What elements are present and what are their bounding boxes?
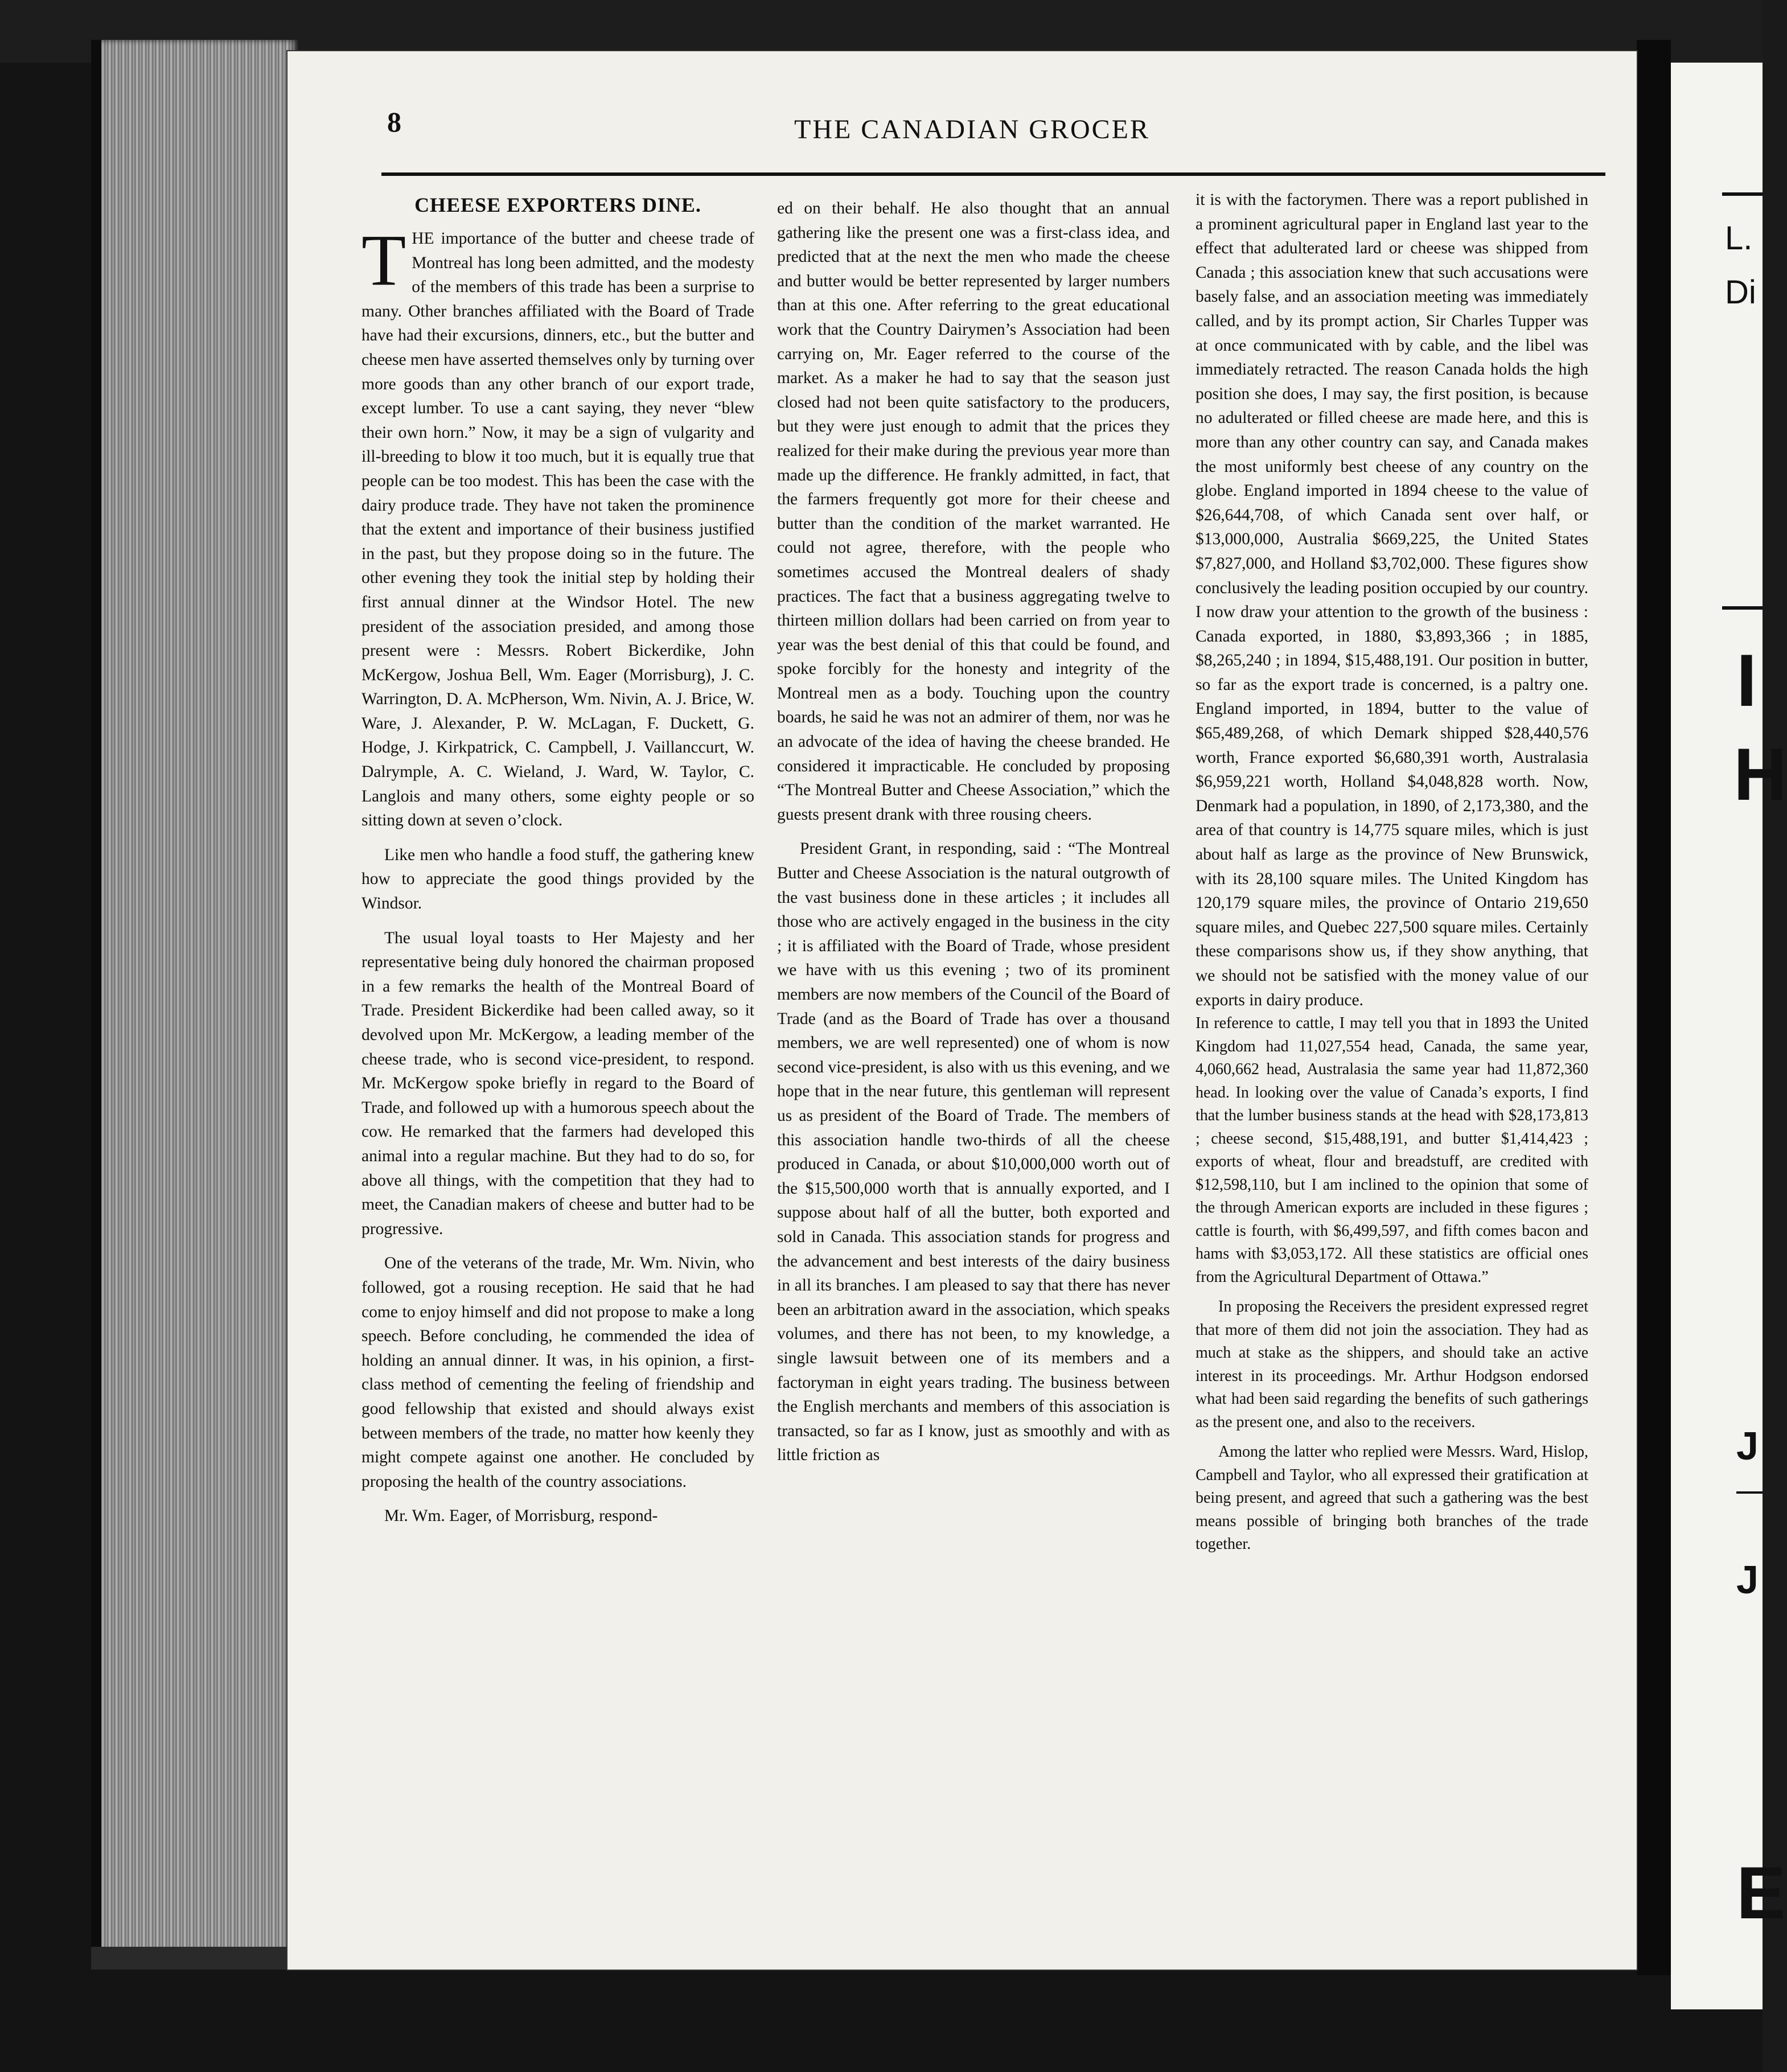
article-paragraph: The usual loyal toasts to Her Majesty and her representative being duly honored the chairman proposed in a few remarks the health of the Montreal Board of Trade. President Bickerdike had been called away, so it devolved upon Mr. McKergow, a leading member of the cheese trade, who is second vice-president, to respond. Mr. McKergow spoke briefly in regard to the Board of Trade, and followed up with a humorous speech about the cow. He remarked that the farmers had developed this animal into a regular machine. But they had to do so, for above all things, with the competition that they had to meet, the Canadian makers of cheese and butter had to be progressive. [361, 928, 754, 1238]
article-paragraph: In reference to cattle, I may tell you that in 1893 the United Kingdom had 11,027,554 head, Canada, the same year, 4,060,662 head, Australasia the same year had 11,872,360 head. In looking over the value of Canada’s exports, I find that the lumber business stands at the head with $28,173,813 ; cheese second, $15,488,191, and butter $1,414,423 ; exports of wheat, flour and breadstuff, are credited with $12,598,110, but I am inclined to the opinion that some of the through American exports are included in these figures ; cattle is fourth, with $6,499,597, and fifth comes bacon and hams with $3,053,172. All these statistics are official ones from the Agricultural Department of Ottawa.” [1196, 1014, 1588, 1286]
facing-page-fragment: H [1733, 733, 1787, 816]
drop-cap: T [361, 220, 406, 301]
page-number: 8 [387, 106, 401, 138]
facing-page-fragment: J [1736, 1557, 1759, 1602]
facing-page-rule [1722, 606, 1763, 610]
facing-page-fragment: Di [1725, 274, 1756, 311]
book-gutter [1637, 40, 1671, 1975]
article-paragraph [361, 220, 754, 833]
article-headline: CHEESE EXPORTERS DINE. [414, 194, 701, 216]
article-paragraph: Like men who handle a food stuff, the gathering knew how to appreciate the good things provided by the Windsor. [361, 845, 754, 913]
facing-page-fragment: I [1736, 639, 1757, 722]
column-3 [1196, 188, 1588, 1556]
article-paragraph: One of the veterans of the trade, Mr. Wm. Nivin, who followed, got a rousing reception. He said that he had come to enjoy himself and did not propose to make a long speech. Before concluding, he commended the idea of holding an annual dinner. It was, in his opinion, a first-class method of cementing the feeling of friendship and good fellowship that existed and should always exist between members of the trade, no matter how keenly they might compete against one another. He concluded by proposing the health of the country associations. [361, 1254, 754, 1491]
article-paragraph: it is with the factorymen. There was a report published in a prominent agricultural paper in England last year to the effect that adulterated lard or cheese was shipped from Canada ; this association knew that such accusations were basely false, and an association meeting was immediately called, and by its prompt action, Sir Charles Tupper was at once communicated with by cable, and the libel was immediately retracted. The reason Canada holds the high position she does, I may say, the first position, is because no adulterated or filled cheese are made here, and this is more than any other country can say, and Canada makes the most uniformly best cheese of any country on the globe. England imported in 1894 cheese to the value of $26,644,708, of which Canada sent over half, or $13,000,000, Australia $669,225, the United States $7,827,000, and Holland $3,702,000. These figures show conclusively the leading position occupied by our country. I now draw your attention to the growth of the business : Canada exported, in 1880, $3,893,366 ; in 1885, $8,265,240 ; in 1894, $15,488,191. Our position in butter, so far as the export trade is concerned, is a paltry one. England imported, in 1894, butter to the value of $65,489,268, of which Demark shipped $28,440,576 worth, France exported $6,680,391 worth, Australasia $6,959,221 worth, Holland $4,048,828 worth. Now, Denmark had a population, in 1890, of 2,173,380, and the area of that country is 14,775 square miles, which is just about half as large as the province of New Brunswick, with its 28,100 square miles. The United Kingdom has 120,179 square miles, the province of Ontario 219,650 square miles, and Quebec 227,500 square miles. Certainly these comparisons show us, if they show anything, that we should not be satisfied with the money value of our exports in dairy produce. [1196, 191, 1588, 1009]
column-1 [361, 188, 754, 1528]
column-2 [777, 188, 1170, 1467]
header-rule [381, 172, 1605, 176]
facing-page-fragment: L. [1725, 220, 1753, 257]
facing-page-fragment: E [1736, 1851, 1786, 1934]
running-head: THE CANADIAN GROCER [794, 114, 1150, 145]
newspaper-page [287, 51, 1637, 1970]
article-paragraph: Among the latter who replied were Messrs. Ward, Hislop, Campbell and Taylor, who all expressed their gratification at being present, and agreed that such a gathering was the best means possible of bringing both branches of the trade together. [1196, 1443, 1588, 1553]
article-paragraph: Mr. Wm. Eager, of Morrisburg, respond- [384, 1507, 658, 1526]
article-paragraph: ed on their behalf. He also thought that an annual gathering like the present one was a first-class idea, and predicted that at the next the men who made the cheese and butter would be better represented by larger numbers than at this one. After referring to the great educational work that the Country Dairymen’s Association had been carrying on, Mr. Eager referred to the course of the market. As a maker he had to say that the season just closed had not been quite satisfactory to the producers, but they were just enough to admit that the prices they realized for their make during the previous year more than made up the difference. He frankly admitted, in fact, that the farmers frequently got more for their cheese and butter than the condition of the market warranted. He could not agree, therefore, with the people who sometimes accused the Montreal dealers of shady practices. The fact that a business aggregating twelve to thirteen million dollars had been carried on from year to year was the best denial of this that could be found, and spoke forcibly for the honesty and integrity of the Montreal men as a body. Touching upon the country boards, he said he was not an admirer of them, nor was he an advocate of the idea of having the cheese branded. He considered it impracticable. He concluded by proposing “The Montreal Butter and Cheese Association,” which the guests present drank with three rousing cheers. [777, 199, 1170, 824]
paragraph-text: HE importance of the butter and cheese trade of Montreal has long been admitted, and the modesty of the members of this trade has been a surprise to many. Other branches affiliated with the Board of Trade have had their excursions, dinners, etc., but the butter and cheese men have asserted themselves only by turning over more goods than any other branch of our export trade, except lumber. To use a cant saying, they never “blew their own horn.” Now, it may be a sign of vulgarity and ill-breeding to blow it too much, but it is equally true that people can be too modest. This has been the case with the dairy produce trade. They have not taken the prominence that the extent and importance of their business justified in the past, but they propose doing so in the future. The other evening they took the initial step by holding their first annual dinner at the Windsor Hotel. The new president of the association presided, and among those present were : Messrs. Robert Bickerdike, John McKergow, Joshua Bell, Wm. Eager (Morrisburg), J. C. Warrington, D. A. McPherson, Wm. Nivin, A. J. Brice, W. Ware, J. Alexander, P. W. McLagan, F. Duckett, G. Hodge, J. Kirkpatrick, C. Campbell, J. Vaillanccurt, W. Dalrymple, A. C. Wieland, J. Ward, W. Taylor, C. Langlois and many others, some eighty people or so sitting down at seven o’clock. [361, 229, 754, 830]
facing-page-fragment: J [1736, 1424, 1759, 1468]
column-3-lower [1196, 1012, 1588, 1556]
facing-page [1671, 63, 1787, 2009]
facing-page-rule [1736, 1491, 1763, 1494]
article-paragraph: In proposing the Receivers the president expressed regret that more of them did not join the association. They had as much at stake as the shippers, and should take an active interest in its proceedings. Mr. Arthur Hodgson endorsed what had been said regarding the benefits of such gatherings as the present one, and also to the receivers. [1196, 1298, 1588, 1431]
facing-page-rule [1722, 192, 1763, 196]
book-page-edges [91, 40, 298, 1952]
article-paragraph: President Grant, in responding, said : “The Montreal Butter and Cheese Association is the natural outgrowth of the vast business done in these articles ; it includes all those who are actively engaged in the business in the city ; it is affiliated with the Board of Trade, whose president we have with us this evening ; two of its prominent members are now members of the Council of the Board of Trade (and as the Board of Trade has over a thousand members, we are well represented) one of whom is now second vice-president, is also with us this evening, and we hope that in the near future, this gentleman will represent us as president of the Board of Trade. The members of this association handle two-thirds of all the cheese produced in Canada, or about $10,000,000 worth out of the $15,500,000 worth that is annually exported, and I suppose about half of all the butter, both exported and sold in Canada. This association stands for progress and the advancement and best interests of the dairy business in all its branches. I am pleased to say that there has never been an arbitration award in the association, which speaks volumes, and there has not been, to my knowledge, a single lawsuit between one of its members and a factoryman in eight years trading. The business between the English merchants and members of this association is transacted, so far as I know, just as smoothly and with as little friction as [777, 840, 1170, 1465]
